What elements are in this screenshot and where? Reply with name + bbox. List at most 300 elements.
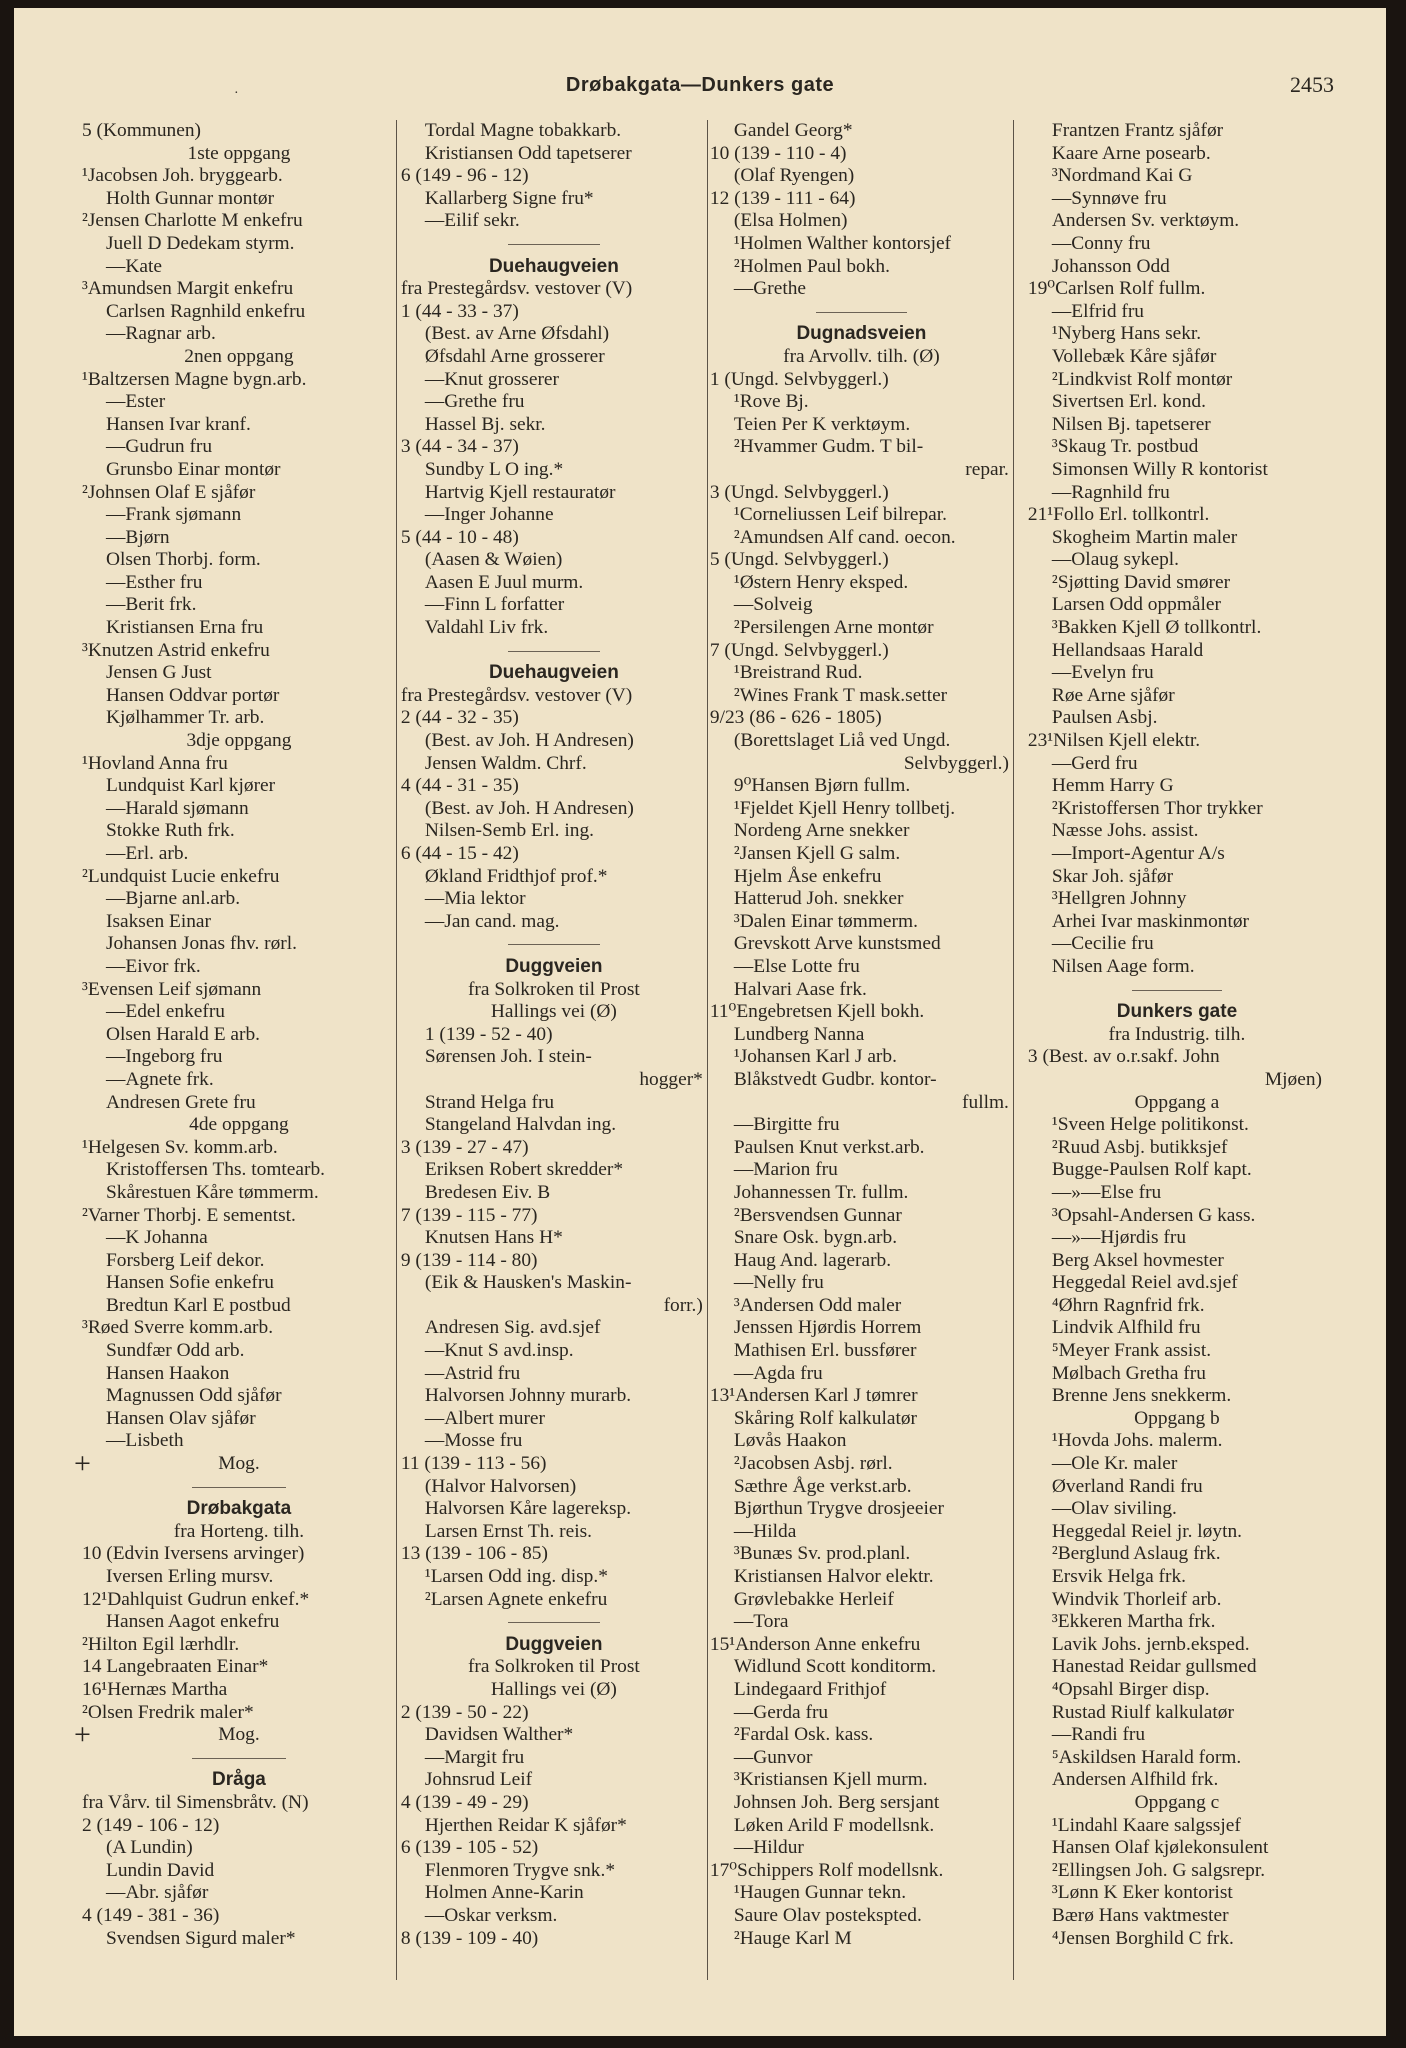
resident-line: Lundin David: [106, 1859, 215, 1881]
address-line: 3 (139 - 27 - 47): [400, 1136, 529, 1158]
resident-line: ¹Rove Bj.: [733, 391, 809, 413]
resident-line: ¹Breistrand Rud.: [733, 662, 863, 684]
resident-line: —Mosse fru: [424, 1430, 523, 1452]
section-divider: [401, 1611, 707, 1634]
continued-line: fullm.: [962, 1091, 1009, 1113]
address-line: 3 (Best. av o.r.sakf. John: [1027, 1046, 1220, 1068]
address-line: 13¹Andersen Karl J tømrer: [709, 1385, 918, 1407]
resident-line: —Ingeborg fru: [106, 1046, 223, 1068]
print-mark: ·: [234, 86, 239, 101]
address-line: 2 (44 - 32 - 35): [400, 707, 519, 729]
section-divider: [401, 233, 707, 256]
resident-line: ¹Fjeldet Kjell Henry tollbetj.: [733, 797, 956, 819]
resident-line: —Albert murer: [424, 1407, 545, 1429]
street-heading: Dunkers gate: [1116, 1001, 1238, 1023]
resident-line: Heggedal Reiel avd.sjef: [1051, 1272, 1238, 1294]
address-line: 4 (44 - 31 - 35): [400, 775, 519, 797]
resident-line: ²Jacobsen Asbj. rørl.: [733, 1453, 893, 1475]
mog-label: Mog.: [218, 1724, 260, 1746]
resident-line: (Best. av Joh. H Andresen): [424, 797, 634, 819]
resident-line: —Randi fru: [1051, 1724, 1146, 1746]
continued-line: forr.): [663, 1294, 703, 1316]
address-line: ¹Hovland Anna fru: [82, 752, 228, 774]
resident-line: —Birgitte fru: [733, 1114, 840, 1136]
resident-line: Sundfær Odd arb.: [106, 1340, 245, 1362]
resident-line: Hanestad Reidar gullsmed: [1051, 1656, 1257, 1678]
subheading-line: 2nen oppgang: [184, 345, 294, 367]
subheading-line: fra Industrig. tilh.: [1108, 1023, 1246, 1045]
address-line: 10 (139 - 110 - 4): [709, 142, 847, 164]
resident-line: (Olaf Ryengen): [733, 165, 855, 187]
subheading-line: Hallings vei (Ø): [490, 1678, 617, 1700]
address-line: 3 (44 - 34 - 37): [400, 436, 519, 458]
resident-line: Vollebæk Kåre sjåfør: [1051, 345, 1217, 367]
resident-line: Jenssen Hjørdis Horrem: [733, 1317, 922, 1339]
resident-line: ¹Haugen Gunnar tekn.: [733, 1882, 907, 1904]
resident-line: ¹Nyberg Hans sekr.: [1051, 323, 1202, 345]
address-line: 16¹Hernæs Martha: [82, 1678, 228, 1700]
section-divider: [82, 1747, 396, 1770]
resident-line: Windvik Thorleif arb.: [1051, 1588, 1222, 1610]
address-line: ³Amundsen Margit enkefru: [82, 278, 294, 300]
resident-line: Tordal Magne tobakkarb.: [424, 120, 622, 141]
address-line: ¹Jacobsen Joh. bryggearb.: [82, 165, 283, 187]
street-heading: Dugnadsveien: [796, 323, 927, 345]
resident-line: Grevskott Arve kunstsmed: [733, 933, 941, 955]
resident-line: —Ole Kr. maler: [1051, 1453, 1178, 1475]
street-heading: Drøbakgata: [186, 1498, 292, 1520]
address-line: 8 (139 - 109 - 40): [400, 1927, 539, 1949]
resident-line: Grunsbo Einar montør: [106, 458, 281, 480]
resident-line: —Cecilie fru: [1051, 933, 1154, 955]
address-line: 11 (139 - 113 - 56): [400, 1453, 547, 1475]
resident-line: (Aasen & Wøien): [424, 549, 563, 571]
section-divider: [82, 1476, 396, 1499]
resident-line: Larsen Odd oppmåler: [1051, 594, 1221, 616]
resident-line: ³Ekkeren Martha frk.: [1051, 1611, 1216, 1633]
resident-line: Paulsen Asbj.: [1051, 707, 1158, 729]
resident-line: Bredtun Karl E postbud: [106, 1294, 291, 1316]
resident-line: Skogheim Martin maler: [1051, 526, 1238, 548]
resident-line: ³Bakken Kjell Ø tollkontrl.: [1051, 617, 1262, 639]
mog-line: [74, 1447, 396, 1481]
resident-line: Johnsrud Leif: [424, 1769, 533, 1791]
resident-line: Hatterud Joh. snekker: [733, 888, 904, 910]
resident-line: Sundby L O ing.*: [424, 458, 564, 480]
resident-line: Løken Arild F modellsnk.: [733, 1814, 935, 1836]
resident-line: —Erl. arb.: [106, 843, 189, 864]
resident-line: ²Jansen Kjell G salm.: [733, 843, 901, 864]
resident-line: Arhei Ivar maskinmontør: [1051, 910, 1249, 932]
resident-line: Holth Gunnar montør: [106, 187, 275, 209]
resident-line: Hartvig Kjell restauratør: [424, 481, 616, 503]
resident-line: —Tora: [733, 1611, 789, 1633]
resident-line: Nilsen Aage form.: [1051, 955, 1195, 977]
address-line: 3 (Ungd. Selvbyggerl.): [709, 481, 889, 503]
resident-line: —Grethe: [733, 278, 807, 300]
resident-line: —Ragnar arb.: [106, 323, 216, 345]
resident-line: Flenmoren Trygve snk.*: [424, 1859, 616, 1881]
address-line: 11⁰Engebretsen Kjell bokh.: [709, 1001, 925, 1023]
resident-line: —Grethe fru: [424, 391, 525, 413]
resident-line: Heggedal Reiel jr. løytn.: [1051, 1520, 1242, 1542]
resident-line: ¹Østern Henry eksped.: [733, 571, 909, 593]
resident-line: Hassel Bj. sekr.: [424, 413, 546, 435]
resident-line: Nilsen Bj. tapetserer: [1051, 413, 1211, 435]
address-line: 5 (44 - 10 - 48): [400, 526, 519, 548]
resident-line: —»—Hjørdis fru: [1051, 1227, 1187, 1249]
resident-line: Bærø Hans vaktmester: [1051, 1904, 1229, 1926]
continued-line: hogger*: [639, 1068, 703, 1090]
resident-line: —Gerda fru: [733, 1701, 829, 1723]
resident-line: —Esther fru: [106, 571, 203, 593]
address-line: 5 (Ungd. Selvbyggerl.): [709, 549, 889, 571]
subheading-line: fra Arvollv. tilh. (Ø): [783, 345, 940, 367]
resident-line: —Finn L forfatter: [424, 594, 565, 616]
resident-line: (Halvor Halvorsen): [424, 1475, 577, 1497]
resident-line: —Bjørn: [106, 526, 170, 548]
resident-line: Røe Arne sjåfør: [1051, 684, 1175, 706]
resident-line: —Inger Johanne: [424, 504, 554, 526]
resident-line: Lindegaard Frithjof: [733, 1678, 887, 1700]
resident-line: ²Sjøtting David smører: [1051, 571, 1231, 593]
resident-line: Nilsen-Semb Erl. ing.: [424, 820, 595, 842]
resident-line: ²Berglund Aslaug frk.: [1051, 1543, 1221, 1565]
address-line: 23¹Nilsen Kjell elektr.: [1027, 730, 1201, 752]
resident-line: Iversen Erling mursv.: [106, 1566, 274, 1587]
resident-line: Kaare Arne posearb.: [1051, 142, 1211, 164]
resident-line: ¹Hovda Johs. malerm.: [1051, 1430, 1223, 1452]
resident-line: ³Dalen Einar tømmerm.: [733, 910, 918, 932]
resident-line: —Olav siviling.: [1051, 1498, 1177, 1520]
resident-line: —Abr. sjåfør: [106, 1882, 209, 1904]
street-heading: Dråga: [212, 1769, 266, 1791]
resident-line: —Jan cand. mag.: [424, 910, 560, 932]
resident-line: —Hilda: [733, 1520, 797, 1542]
resident-line: Andersen Sv. verktøym.: [1051, 210, 1240, 232]
resident-line: ¹Holmen Walther kontorsjef: [733, 232, 952, 254]
resident-line: Olsen Thorbj. form.: [106, 549, 261, 571]
resident-line: Økland Fridthjof prof.*: [424, 865, 608, 887]
resident-line: (Best. av Arne Øfsdahl): [424, 323, 610, 345]
address-line: 4 (139 - 49 - 29): [400, 1791, 529, 1813]
resident-line: Paulsen Knut verkst.arb.: [733, 1136, 925, 1158]
resident-line: —Ester: [106, 391, 166, 413]
resident-line: Saure Olav postekspted.: [733, 1904, 922, 1926]
resident-line: Davidsen Walther*: [424, 1724, 574, 1746]
resident-line: ³Opsahl-Andersen G kass.: [1051, 1204, 1256, 1226]
column-3: [708, 120, 1014, 1980]
resident-line: ²Kristoffersen Thor trykker: [1051, 797, 1263, 819]
resident-line: Hansen Oddvar portør: [106, 684, 280, 706]
resident-line: —Agnete frk.: [106, 1068, 214, 1090]
resident-line: Halvari Aase frk.: [733, 978, 867, 1000]
resident-line: Bugge-Paulsen Rolf kapt.: [1051, 1159, 1252, 1181]
resident-line: —»—Else fru: [1051, 1181, 1162, 1203]
subheading-line: 3dje oppgang: [186, 730, 292, 752]
resident-line: Magnussen Odd sjåfør: [106, 1385, 282, 1407]
resident-line: ³Kristiansen Kjell murm.: [733, 1769, 928, 1791]
subheading-line: fra Solkroken til Prost: [467, 978, 640, 1000]
column-1: [74, 120, 397, 1980]
resident-line: Larsen Ernst Th. reis.: [424, 1520, 593, 1542]
resident-line: Haug And. lagerarb.: [733, 1249, 892, 1271]
resident-line: Jensen Waldm. Chrf.: [424, 752, 587, 774]
resident-line: Berg Aksel hovmester: [1051, 1249, 1224, 1271]
resident-line: (Borettslaget Liå ved Ungd.: [733, 730, 951, 752]
resident-line: Bredesen Eiv. B: [424, 1181, 551, 1203]
resident-line: Bjørthun Trygve drosjeeier: [733, 1498, 944, 1520]
resident-line: ²Ellingsen Joh. G salgsrepr.: [1051, 1859, 1266, 1881]
resident-line: Hansen Olaf kjølekonsulent: [1051, 1837, 1269, 1859]
address-line: 17⁰Schippers Rolf modellsnk.: [709, 1859, 944, 1881]
subheading-line: Oppgang c: [1134, 1791, 1220, 1813]
resident-line: ²Ruud Asbj. butikksjef: [1051, 1136, 1228, 1158]
address-line: 2 (149 - 106 - 12): [82, 1814, 220, 1836]
address-line: 6 (44 - 15 - 42): [400, 843, 519, 864]
resident-line: Skar Joh. sjåfør: [1051, 865, 1174, 887]
resident-line: —Import-Agentur A/s: [1051, 843, 1225, 864]
resident-line: Rustad Riulf kalkulatør: [1051, 1701, 1234, 1723]
resident-line: Hansen Olav sjåfør: [106, 1407, 256, 1429]
resident-line: (Eik & Hausken's Maskin-: [424, 1272, 632, 1294]
address-line: fra Vårv. til Simensbråtv. (N): [82, 1791, 309, 1813]
resident-line: Andresen Grete fru: [106, 1091, 256, 1113]
address-line: ²Lundquist Lucie enkefru: [82, 865, 280, 887]
resident-line: (Best. av Joh. H Andresen): [424, 730, 634, 752]
section-divider: [401, 933, 707, 956]
resident-line: —Hildur: [733, 1837, 804, 1859]
section-divider: [710, 301, 1013, 324]
address-line: 6 (139 - 105 - 52): [400, 1837, 539, 1859]
resident-line: ²Larsen Agnete enkefru: [424, 1588, 608, 1610]
resident-line: —Kate: [106, 255, 162, 277]
resident-line: Blåkstvedt Gudbr. kontor-: [733, 1068, 937, 1090]
resident-line: ²Hauge Karl M: [733, 1927, 852, 1949]
resident-line: Carlsen Ragnhild enkefru: [106, 300, 306, 322]
resident-line: Johansson Odd: [1051, 255, 1170, 277]
resident-line: ¹Sveen Helge politikonst.: [1051, 1114, 1249, 1136]
resident-line: Svendsen Sigurd maler*: [106, 1927, 296, 1949]
resident-line: Teien Per K verktøym.: [733, 413, 911, 435]
resident-line: —Margit fru: [424, 1746, 525, 1768]
resident-line: —Nelly fru: [733, 1272, 824, 1294]
resident-line: Lundquist Karl kjører: [106, 775, 276, 797]
resident-line: —Berit frk.: [106, 594, 197, 616]
resident-line: Stangeland Halvdan ing.: [424, 1114, 617, 1136]
resident-line: —Eivor frk.: [106, 955, 201, 977]
page-number: 2453: [1290, 72, 1334, 97]
address-line: 21¹Follo Erl. tollkontrl.: [1027, 504, 1210, 526]
resident-line: Forsberg Leif dekor.: [106, 1249, 265, 1271]
resident-line: Isaksen Einar: [106, 910, 211, 932]
resident-line: Andresen Sig. avd.sjef: [424, 1317, 601, 1339]
mog-label: Mog.: [218, 1453, 260, 1475]
directory-page: [14, 8, 1386, 2036]
address-line: ²Hilton Egil lærhdlr.: [82, 1633, 240, 1655]
resident-line: —Marion fru: [733, 1159, 838, 1181]
resident-line: ⁴Øhrn Ragnfrid frk.: [1051, 1294, 1205, 1316]
resident-line: ³Hellgren Johnny: [1051, 888, 1187, 910]
resident-line: Hjelm Åse enkefru: [733, 865, 882, 887]
resident-line: —K Johanna: [106, 1227, 208, 1249]
subheading-line: fra Solkroken til Prost: [467, 1656, 640, 1678]
resident-line: Hellandsaas Harald: [1051, 639, 1204, 661]
resident-line: Stokke Ruth frk.: [106, 820, 235, 842]
subheading-line: Oppgang a: [1134, 1091, 1220, 1113]
resident-line: Johnsen Joh. Berg sersjant: [733, 1791, 940, 1813]
address-line: 12 (139 - 111 - 64): [709, 187, 856, 209]
resident-line: 1 (139 - 52 - 40): [424, 1023, 553, 1045]
resident-line: ²Bersvendsen Gunnar: [733, 1204, 902, 1226]
resident-line: —Frank sjømann: [106, 504, 242, 526]
resident-line: Ersvik Helga frk.: [1051, 1566, 1186, 1587]
address-line: 15¹Anderson Anne enkefru: [709, 1633, 921, 1655]
address-line: 9 (139 - 114 - 80): [400, 1249, 538, 1271]
resident-line: —Evelyn fru: [1051, 662, 1154, 684]
address-line: 19⁰Carlsen Rolf fullm.: [1027, 278, 1206, 300]
address-line: 7 (Ungd. Selvbyggerl.): [709, 639, 889, 661]
resident-line: Snare Osk. bygn.arb.: [733, 1227, 898, 1249]
resident-line: Kristiansen Odd tapetserer: [424, 142, 632, 164]
resident-line: Kristiansen Erna fru: [106, 617, 264, 639]
resident-line: ³Lønn K Eker kontorist: [1051, 1882, 1233, 1904]
resident-line: Løvås Haakon: [733, 1430, 847, 1452]
resident-line: —Ragnhild fru: [1051, 481, 1170, 503]
subheading-line: 1ste oppgang: [187, 142, 291, 164]
resident-line: ²Wines Frank T mask.setter: [733, 684, 948, 706]
resident-line: Hjerthen Reidar K sjåfør*: [424, 1814, 627, 1836]
resident-line: Halvorsen Johnny murarb.: [424, 1385, 632, 1407]
address-line: fra Prestegårdsv. vestover (V): [400, 684, 633, 706]
resident-line: Brenne Jens snekkerm.: [1051, 1385, 1232, 1407]
resident-line: Sivertsen Erl. kond.: [1051, 391, 1206, 413]
continued-line: repar.: [965, 458, 1009, 480]
section-divider: [401, 640, 707, 663]
address-line: ²Varner Thorbj. E sementst.: [82, 1204, 296, 1226]
resident-line: Lindvik Alfhild fru: [1051, 1317, 1201, 1339]
resident-line: ²Amundsen Alf cand. oecon.: [733, 526, 956, 548]
page-header: Drøbakgata—Dunkers gate: [565, 74, 835, 96]
street-heading: Duggveien: [505, 1633, 603, 1655]
resident-line: ²Holmen Paul bokh.: [733, 255, 890, 277]
cross-icon: +: [74, 1447, 91, 1481]
street-heading: Duggveien: [505, 955, 603, 977]
resident-line: ²Fardal Osk. kass.: [733, 1724, 874, 1746]
resident-line: —Solveig: [733, 594, 813, 616]
resident-line: Øverland Randi fru: [1051, 1475, 1203, 1497]
resident-line: Grøvlebakke Herleif: [733, 1588, 894, 1610]
address-line: ³Knutzen Astrid enkefru: [82, 639, 270, 661]
address-line: ¹Helgesen Sv. komm.arb.: [82, 1136, 278, 1158]
address-line: 10 (Edvin Iversens arvinger): [82, 1543, 305, 1565]
resident-line: ⁵Meyer Frank assist.: [1051, 1340, 1212, 1362]
resident-line: Johansen Jonas fhv. rørl.: [106, 933, 297, 955]
street-heading: Duehaugveien: [488, 662, 619, 684]
column-4: [1014, 120, 1326, 1980]
resident-line: Hansen Haakon: [106, 1362, 230, 1384]
resident-line: Sørensen Joh. I stein-: [424, 1046, 592, 1068]
resident-line: Widlund Scott konditorm.: [733, 1656, 937, 1678]
resident-line: —Knut S avd.insp.: [424, 1340, 574, 1362]
resident-line: ²Hvammer Gudm. T bil-: [733, 436, 924, 458]
resident-line: Hansen Aagot enkefru: [106, 1611, 280, 1633]
address-line: ²Johnsen Olaf E sjåfør: [82, 481, 256, 503]
resident-line: Holmen Anne-Karin: [424, 1882, 584, 1904]
resident-line: ²Persilengen Arne montør: [733, 617, 934, 639]
section-divider: [1028, 979, 1326, 1002]
resident-line: Knutsen Hans H*: [424, 1227, 563, 1249]
resident-line: Simonsen Willy R kontorist: [1051, 458, 1268, 480]
resident-line: ³Skaug Tr. postbud: [1051, 436, 1199, 458]
address-line: 1 (44 - 33 - 37): [400, 300, 519, 322]
continued-line: Selvbyggerl.): [903, 752, 1009, 774]
address-line: 2 (139 - 50 - 22): [400, 1701, 529, 1723]
resident-line: Johannessen Tr. fullm.: [733, 1181, 909, 1203]
subheading-line: Hallings vei (Ø): [490, 1001, 617, 1023]
resident-line: Olsen Harald E arb.: [106, 1023, 260, 1045]
resident-line: —Astrid fru: [424, 1362, 521, 1384]
resident-line: Kjølhammer Tr. arb.: [106, 707, 265, 729]
resident-line: Aasen E Juul murm.: [424, 571, 584, 593]
resident-line: Kristiansen Halvor elektr.: [733, 1566, 934, 1587]
resident-line: —Gudrun fru: [106, 436, 213, 458]
resident-line: —Eilif sekr.: [424, 210, 520, 232]
resident-line: Lundberg Nanna: [733, 1023, 865, 1045]
resident-line: ³Bunæs Sv. prod.planl.: [733, 1543, 911, 1565]
resident-line: ¹Corneliussen Leif bilrepar.: [733, 504, 948, 526]
resident-line: —Oskar verksm.: [424, 1904, 558, 1926]
resident-line: ¹Lindahl Kaare salgssjef: [1051, 1814, 1241, 1836]
street-heading: Duehaugveien: [488, 255, 619, 277]
address-line: 1 (Ungd. Selvbyggerl.): [709, 368, 889, 390]
resident-line: (A Lundin): [106, 1837, 193, 1859]
resident-line: —Mia lektor: [424, 888, 526, 910]
resident-line: (Elsa Holmen): [733, 210, 848, 232]
resident-line: —Olaug sykepl.: [1051, 549, 1180, 571]
resident-line: —Agda fru: [733, 1362, 823, 1384]
address-line: ²Olsen Fredrik maler*: [82, 1701, 254, 1723]
address-line: 7 (139 - 115 - 77): [400, 1204, 538, 1226]
resident-line: ³Andersen Odd maler: [733, 1294, 902, 1316]
resident-line: Valdahl Liv frk.: [424, 617, 549, 639]
resident-line: ⁵Askildsen Harald form.: [1051, 1746, 1242, 1768]
resident-line: Eriksen Robert skredder*: [424, 1159, 624, 1181]
resident-line: Hemm Harry G: [1051, 775, 1174, 797]
address-line: fra Prestegårdsv. vestover (V): [400, 278, 633, 300]
resident-line: Hansen Ivar kranf.: [106, 413, 251, 435]
resident-line: Hansen Sofie enkefru: [106, 1272, 274, 1294]
resident-line: ³Nordmand Kai G: [1051, 165, 1193, 187]
resident-line: —Harald sjømann: [106, 797, 249, 819]
resident-line: ¹Johansen Karl J arb.: [733, 1046, 897, 1068]
resident-line: ⁴Opsahl Birger disp.: [1051, 1678, 1210, 1700]
address-line: 12¹Dahlquist Gudrun enkef.*: [82, 1588, 310, 1610]
resident-line: Kallarberg Signe fru*: [424, 187, 594, 209]
mog-line: [74, 1718, 396, 1752]
resident-line: Mølbach Gretha fru: [1051, 1362, 1206, 1384]
address-line: ³Røed Sverre komm.arb.: [82, 1317, 274, 1339]
continued-line: Mjøen): [1264, 1068, 1322, 1090]
resident-line: Jensen G Just: [106, 662, 212, 684]
address-line: ³Evensen Leif sjømann: [82, 978, 262, 1000]
resident-line: Øfsdahl Arne grosserer: [424, 345, 605, 367]
resident-line: ²Lindkvist Rolf montør: [1051, 368, 1233, 390]
resident-line: Sæthre Åge verkst.arb.: [733, 1475, 912, 1497]
resident-line: Strand Helga fru: [424, 1091, 555, 1113]
resident-line: —Gunvor: [733, 1746, 813, 1768]
resident-line: Halvorsen Kåre lagereksp.: [424, 1498, 632, 1520]
